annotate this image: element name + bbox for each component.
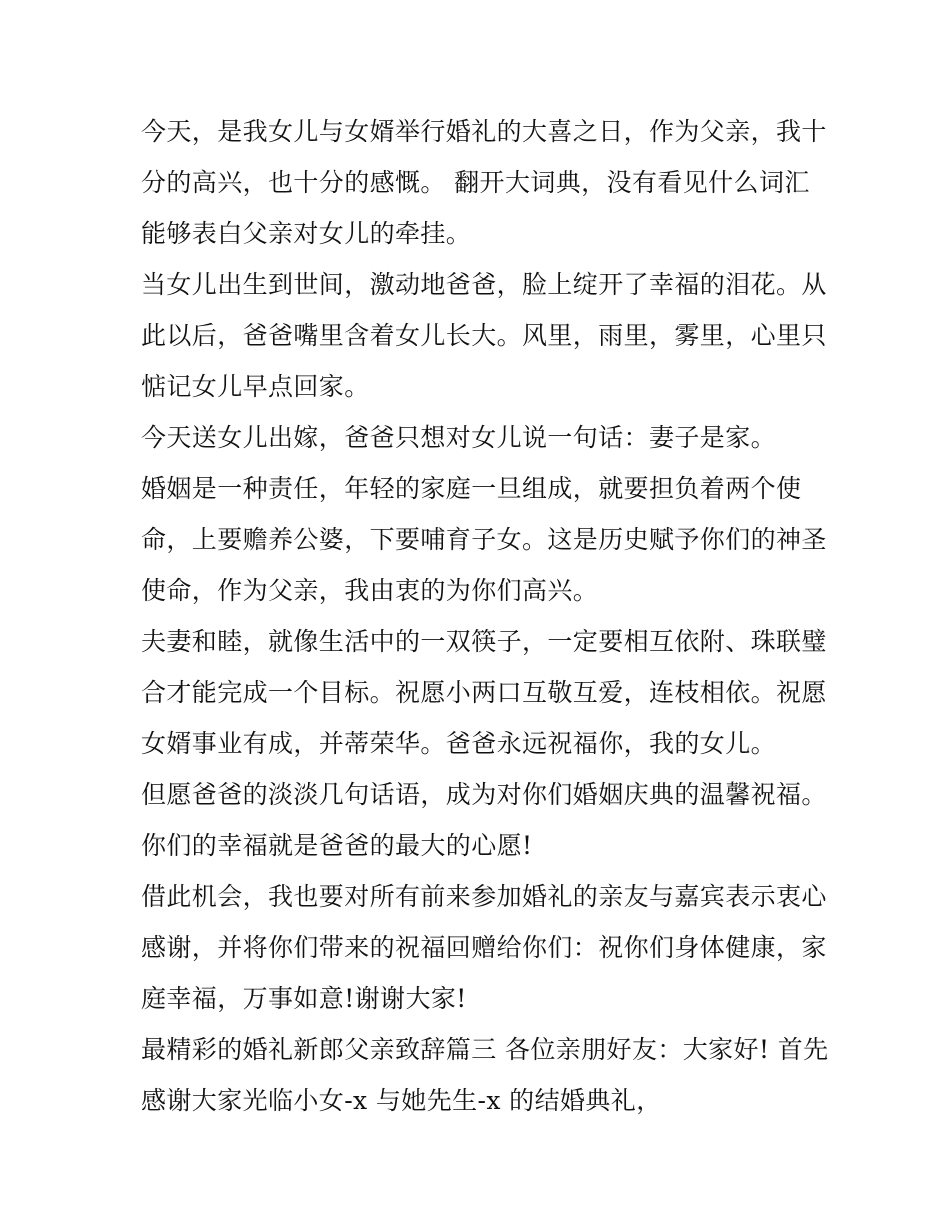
paragraph-5 — [141, 616, 827, 769]
text-line: 但愿爸爸的淡淡几句话语，成为对你们婚姻庆典的温馨祝福。 — [141, 780, 827, 809]
text-line: 庭幸福，万事如意!谢谢大家! — [141, 984, 467, 1013]
text-line: 今天送女儿出嫁，爸爸只想对女儿说一句话：妻子是家。 — [141, 423, 777, 452]
text-line: 今天，是我女儿与女婿举行婚礼的大喜之日，作为父亲，我十 — [141, 117, 827, 146]
text-line: 婚姻是一种责任，年轻的家庭一旦组成，就要担负着两个使 — [141, 474, 802, 503]
text-line: 夫妻和睦，就像生活中的一双筷子，一定要相互依附、珠联璧 — [141, 627, 827, 656]
paragraph-8 — [141, 1024, 829, 1126]
text-line: 此以后，爸爸嘴里含着女儿长大。风里，雨里，雾里，心里只 — [141, 321, 827, 350]
text-line: 当女儿出生到世间，激动地爸爸，脸上绽开了幸福的泪花。从 — [141, 270, 827, 299]
paragraph-1 — [141, 106, 827, 259]
paragraph-7 — [141, 871, 827, 1024]
text-line: 合才能完成一个目标。祝愿小两口互敬互爱，连枝相依。祝愿 — [141, 678, 827, 707]
paragraph-6 — [141, 769, 827, 871]
text-line: 感谢大家光临小女-x 与她先生-x 的结婚典礼， — [141, 1086, 662, 1115]
text-line: 你们的幸福就是爸爸的最大的心愿! — [141, 831, 533, 860]
document-body — [141, 106, 829, 1126]
paragraph-4 — [141, 463, 827, 616]
text-line: 感谢，并将你们带来的祝福回赠给你们：祝你们身体健康，家 — [141, 933, 827, 962]
text-line: 能够表白父亲对女儿的牵挂。 — [141, 219, 472, 248]
text-line: 命，上要赡养公婆，下要哺育子女。这是历史赋予你们的神圣 — [141, 525, 827, 554]
text-line: 最精彩的婚礼新郎父亲致辞篇三 各位亲朋好友：大家好! 首先 — [141, 1035, 829, 1064]
text-line: 分的高兴，也十分的感慨。 翻开大词典，没有看见什么词汇 — [141, 168, 810, 197]
paragraph-2 — [141, 259, 827, 412]
text-line: 女婿事业有成，并蒂荣华。爸爸永远祝福你，我的女儿。 — [141, 729, 777, 758]
text-line: 使命，作为父亲，我由衷的为你们高兴。 — [141, 576, 599, 605]
text-line: 借此机会，我也要对所有前来参加婚礼的亲友与嘉宾表示衷心 — [141, 882, 827, 911]
text-line: 惦记女儿早点回家。 — [141, 372, 370, 401]
paragraph-3 — [141, 412, 821, 463]
